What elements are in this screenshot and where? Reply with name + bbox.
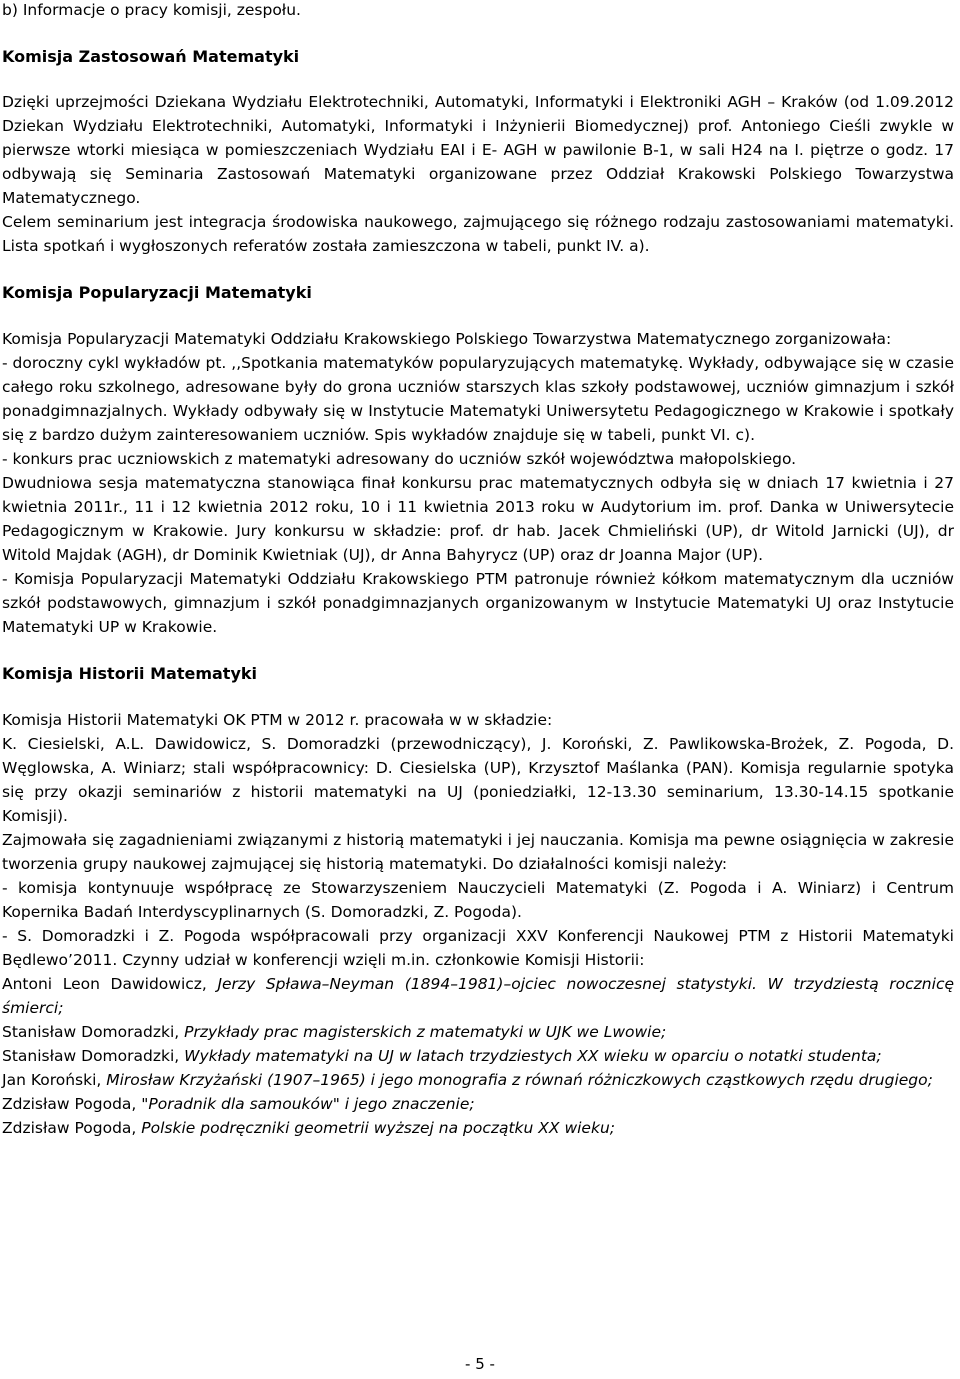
- paragraph: Celem seminarium jest integracja środowiska naukowego, zajmującego się różnego rodzaju zastosowaniami matematyki. Lista spotkań i wygłoszonych referatów została zamieszczona w tabeli, punkt IV. a).: [2, 213, 954, 255]
- talk-title: Poradnik dla samouków: [148, 1095, 333, 1113]
- talk-quote-open: ": [141, 1095, 149, 1113]
- paragraph: Komisja Popularyzacji Matematyki Oddziału Krakowskiego Polskiego Towarzystwa Matematycznego zorganizowała:: [2, 330, 892, 348]
- talk-title: Przykłady prac magisterskich z matematyki w UJK we Lwowie;: [184, 1023, 667, 1041]
- talk-title-rest: " i jego znaczenie;: [332, 1095, 475, 1113]
- talk-entry: [2, 1068, 954, 1092]
- paragraph: Dwudniowa sesja matematyczna stanowiąca finał konkursu prac matematycznych odbyła się w dniach 17 kwietnia i 27 kwietnia 2011r., 11 i 12 kwietnia 2012 roku, 10 i 11 kwietnia 2013 roku w Audytorium im. prof. Danka w Uniwersytecie Pedagogicznym w Krakowie. Jury konkursu w składzie: prof. dr hab. Jacek Chmieliński (UP), dr Witold Jarnicki (UJ), dr Witold Majdak (AGH), dr Dominik Kwietniak (UJ), dr Anna Bahyrycz (UP) oraz dr Joanna Major (UP).: [2, 474, 954, 564]
- talk-entry: [2, 1044, 954, 1068]
- talk-title: Mirosław Krzyżański (1907–1965) i jego monografia z równań różniczkowych cząstkowych rzędu drugiego;: [106, 1071, 933, 1089]
- talk-title: Polskie podręczniki geometrii wyższej na początku XX wieku;: [141, 1119, 615, 1137]
- talk-author: Antoni Leon Dawidowicz,: [2, 975, 218, 993]
- page-number: - 5 -: [465, 1355, 495, 1373]
- talk-entry: [2, 1116, 954, 1140]
- talk-author: Zdzisław Pogoda,: [2, 1095, 142, 1113]
- paragraph: - komisja kontynuuje współpracę ze Stowarzyszeniem Nauczycieli Matematyki (Z. Pogoda i A. Winiarz) i Centrum Kopernika Badań Interdyscyplinarnych (S. Domoradzki, Z. Pogoda).: [2, 879, 954, 921]
- talk-entry: [2, 1020, 954, 1044]
- paragraph: K. Ciesielski, A.L. Dawidowicz, S. Domoradzki (przewodniczący), J. Koroński, Z. Pawlikowska-Brożek, Z. Pogoda, D. Węglowska, A. Winiarz; stali współpracownicy: D. Ciesielska (UP), Krzysztof Maślanka (PAN). Komisja regularnie spotyka się przy okazji seminariów z historii matematyki na UJ (poniedziałki, 12-13.30 seminarium, 13.30-14.15 spotkanie Komisji).: [2, 735, 954, 825]
- heading-applied-math: Komisja Zastosowań Matematyki: [2, 47, 300, 66]
- paragraph: - Komisja Popularyzacji Matematyki Oddziału Krakowskiego PTM patronuje również kółkom matematycznym dla uczniów szkół podstawowych, gimnazjum i szkół ponadgimnazjanych organizowanym w Instytucie Matematyki UJ oraz Instytucie Matematyki UP w Krakowie.: [2, 570, 954, 636]
- paragraph: Dzięki uprzejmości Dziekana Wydziału Elektrotechniki, Automatyki, Informatyki i Elektroniki AGH – Kraków (od 1.09.2012 Dziekan Wydziału Elektrotechniki, Automatyki, Informatyki i Inżynierii Biomedycznej) prof. Antoniego Cieśli zwykle w pierwsze wtorki miesiąca w pomieszczeniach Wydziału EAI i E- AGH w pawilonie B-1, w sali H24 na I. piętrze o godz. 17 odbywają się Seminaria Zastosowań Matematyki organizowane przez Oddział Krakowski Polskiego Towarzystwa Matematycznego.: [2, 93, 954, 207]
- paragraph: - S. Domoradzki i Z. Pogoda współpracowali przy organizacji XXV Konferencji Naukowej PTM z Historii Matematyki Będlewo’2011. Czynny udział w konferencji wzięli m.in. członkowie Komisji Historii:: [2, 927, 954, 969]
- talk-entry: [2, 1092, 954, 1116]
- talk-author: Zdzisław Pogoda,: [2, 1119, 142, 1137]
- paragraph: Zajmowała się zagadnieniami związanymi z historią matematyki i jej nauczania. Komisja ma pewne osiągnięcia w zakresie tworzenia grupy naukowej zajmującej się historią matematyki. Do działalności komisji należy:: [2, 831, 954, 873]
- talk-title: Wykłady matematyki na UJ w latach trzydziestych XX wieku w oparciu o notatki studenta;: [184, 1047, 882, 1065]
- talk-author: Stanisław Domoradzki,: [2, 1047, 185, 1065]
- paragraph: - doroczny cykl wykładów pt. ,,Spotkania matematyków popularyzujących matematykę. Wykłady, odbywające się w czasie całego roku szkolnego, adresowane były do grona uczniów starszych klas szkoły podstawowej, uczniów gimnazjum i szkół ponadgimnazjalnych. Wykłady odbywały się w Instytucie Matematyki Uniwersytetu Pedagogicznego w Krakowie i spotkały się z bardzo dużym zainteresowaniem uczniów. Spis wykładów znajduje się w tabeli, punkt VI. c).: [2, 354, 954, 444]
- heading-popularization: Komisja Popularyzacji Matematyki: [2, 283, 312, 302]
- talk-title: Jerzy Spława–Neyman (1894–1981)–ojciec nowoczesnej statystyki. W trzydziestą rocznicę śmierci;: [2, 975, 955, 1017]
- paragraph: Komisja Historii Matematyki OK PTM w 2012 r. pracowała w w składzie:: [2, 711, 553, 729]
- talk-author: Jan Koroński,: [2, 1071, 107, 1089]
- section-intro: b) Informacje o pracy komisji, zespołu.: [2, 1, 301, 19]
- talk-entry: [2, 972, 954, 1020]
- paragraph: - konkurs prac uczniowskich z matematyki adresowany do uczniów szkół województwa małopolskiego.: [2, 450, 797, 468]
- talk-author: Stanisław Domoradzki,: [2, 1023, 185, 1041]
- heading-history: Komisja Historii Matematyki: [2, 664, 257, 683]
